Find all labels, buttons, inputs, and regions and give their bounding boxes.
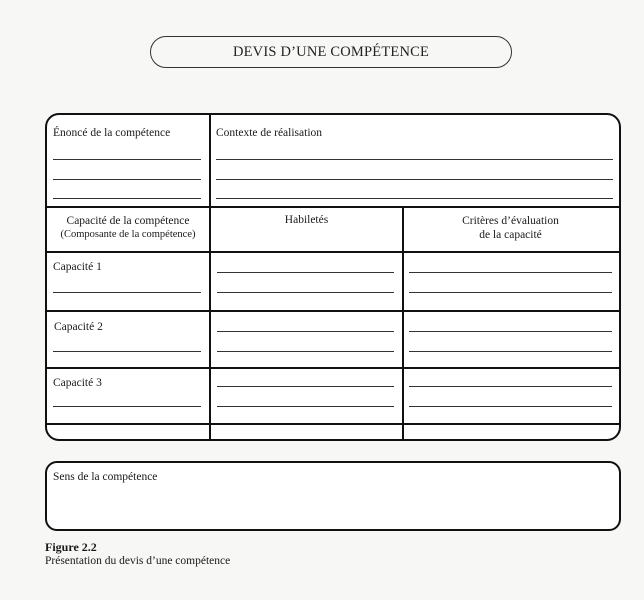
habiletes-1-line-1 xyxy=(217,272,394,273)
sens-box xyxy=(45,461,621,531)
capacite-3-line xyxy=(53,406,201,407)
row-border-3 xyxy=(46,423,619,425)
header-capacite xyxy=(47,214,209,242)
enonce-line-2 xyxy=(53,179,201,180)
divider-top-col xyxy=(209,114,211,206)
row-border-header xyxy=(46,251,619,253)
criteres-3-line-2 xyxy=(409,406,612,407)
capacite-1-line xyxy=(53,292,201,293)
contexte-line-2 xyxy=(216,179,613,180)
habiletes-2-line-1 xyxy=(217,331,394,332)
habiletes-2-line-2 xyxy=(217,351,394,352)
header-criteres-line2: de la capacité xyxy=(479,229,542,241)
form-title-text: DEVIS D’UNE COMPÉTENCE xyxy=(232,43,430,60)
sens-label: Sens de la compétence xyxy=(53,471,158,483)
enonce-line-1 xyxy=(53,159,201,160)
habiletes-3-line-1 xyxy=(217,386,394,387)
criteres-2-line-2 xyxy=(409,351,612,352)
row-border-1 xyxy=(46,310,619,312)
capacite-3-label: Capacité 3 xyxy=(53,377,102,389)
header-capacite-line1: Capacité de la compétence xyxy=(66,215,190,227)
criteres-1-line-2 xyxy=(409,292,612,293)
criteres-2-line-1 xyxy=(409,331,612,332)
form-title xyxy=(150,36,512,68)
row-border-top xyxy=(46,206,619,208)
header-habiletes: Habiletés xyxy=(284,214,329,226)
header-criteres xyxy=(404,214,617,242)
criteres-1-line-1 xyxy=(409,272,612,273)
competence-table xyxy=(45,113,621,441)
contexte-line-3 xyxy=(216,198,613,199)
criteres-3-line-1 xyxy=(409,386,612,387)
capacite-1-label: Capacité 1 xyxy=(53,261,102,273)
enonce-label: Énoncé de la compétence xyxy=(53,127,171,139)
contexte-label: Contexte de réalisation xyxy=(216,127,323,139)
figure-number: Figure 2.2 xyxy=(45,540,97,554)
habiletes-1-line-2 xyxy=(217,292,394,293)
habiletes-3-line-2 xyxy=(217,406,394,407)
header-criteres-line1: Critères d’évaluation xyxy=(462,215,559,227)
capacite-2-line xyxy=(53,351,201,352)
figure-caption: Présentation du devis d’une compétence xyxy=(45,555,231,567)
header-capacite-line2: (Composante de la compétence) xyxy=(60,229,196,240)
row-border-2 xyxy=(46,367,619,369)
contexte-line-1 xyxy=(216,159,613,160)
enonce-line-3 xyxy=(53,198,201,199)
divider-col-1 xyxy=(209,206,211,440)
capacite-2-label: Capacité 2 xyxy=(54,321,103,333)
